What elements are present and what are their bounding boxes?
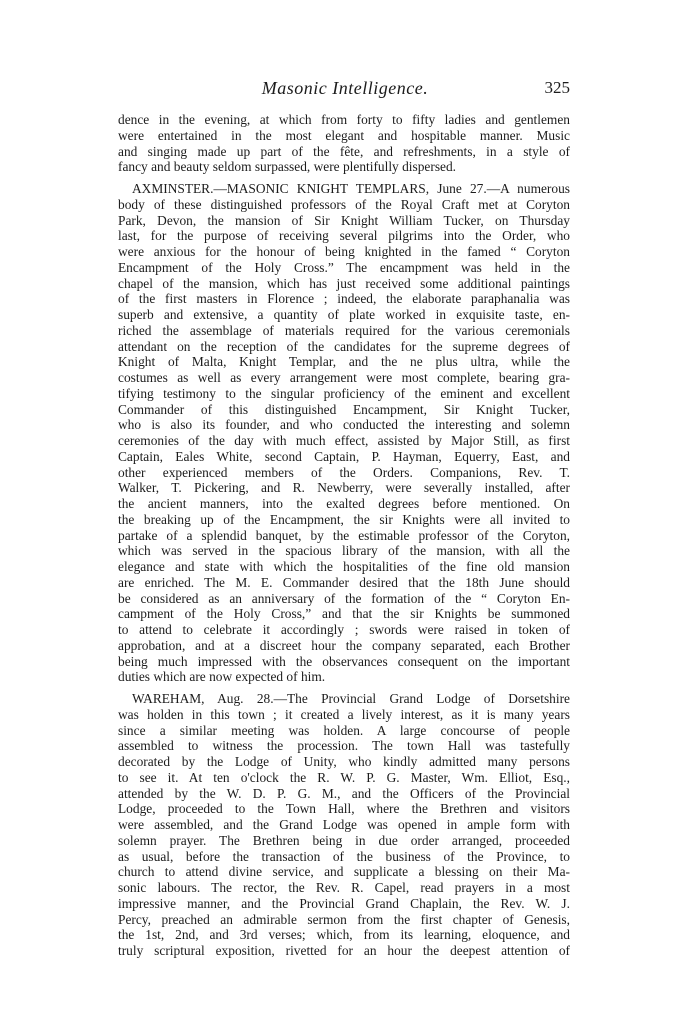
text-line: last, for the purpose of receiving several pilgrims into the Order, who [118, 228, 570, 244]
text-line: truly scriptural exposition, rivetted for an hour the deepest attention of [118, 943, 570, 958]
paragraph-axminster [118, 181, 570, 685]
text-line: Park, Devon, the mansion of Sir Knight William Tucker, on Thursday [118, 212, 570, 228]
text-line: who is also its founder, and who conducted the interesting and solemn [118, 417, 570, 433]
paragraph-wareham [118, 691, 570, 959]
text-line: AXMINSTER.—MASONIC KNIGHT TEMPLARS, June 27.—A numerous [132, 181, 570, 196]
text-line: solemn prayer. The Brethren being in due order arranged, proceeded [118, 832, 570, 848]
text-line: which was served in the spacious library of the mansion, with all the [118, 543, 570, 559]
text-line: Percy, preached an admirable sermon from the first chapter of Genesis, [118, 911, 570, 927]
text-line: Walker, T. Pickering, and R. Newberry, were severally installed, after [118, 480, 570, 496]
page-number: 325 [544, 78, 570, 97]
text-line: duties which are now expected of him. [118, 669, 326, 685]
text-line: was holden in this town ; it created a lively interest, as it is many years [118, 706, 570, 722]
paragraph-fete [118, 112, 570, 175]
text-line: were assembled, and the Grand Lodge was opened in ample form with [118, 817, 570, 832]
text-line: WAREHAM, Aug. 28.—The Provincial Grand Lodge of Dorsetshire [132, 691, 570, 706]
text-line: be considered as an anniversary of the formation of the “ Coryton En- [118, 590, 570, 606]
text-line: Knight of Malta, Knight Templar, and the ne plus ultra, while the [118, 354, 570, 370]
text-line: the ancient manners, into the exalted degrees before mentioned. On [118, 496, 570, 511]
text-line: the breaking up of the Encampment, the sir Knights were all invited to [118, 511, 570, 527]
text-line: are enriched. The M. E. Commander desired that the 18th June should [118, 574, 570, 590]
text-line: other experienced members of the Orders. Companions, Rev. T. [118, 464, 570, 480]
text-line: assembled to witness the procession. The town Hall was tastefully [118, 738, 570, 754]
text-line: of the first masters in Florence ; indeed, the elaborate paraphanalia was [118, 291, 570, 307]
text-line: to see it. At ten o'clock the R. W. P. G. Master, Wm. Elliot, Esq., [118, 769, 570, 785]
text-line: the 1st, 2nd, and 3rd verses; which, from its learning, eloquence, and [118, 927, 570, 943]
text-line: costumes as well as every arrangement were most complete, bearing gra- [118, 370, 570, 385]
text-line: sonic labours. The rector, the Rev. R. Capel, read prayers in a most [118, 880, 570, 895]
text-line: superb and extensive, a quantity of plate worked in exquisite taste, en- [118, 307, 570, 322]
text-line: fancy and beauty seldom surpassed, were plentifully dispersed. [118, 159, 457, 175]
text-line: partake of a splendid banquet, by the estimable professor of the Coryton, [118, 527, 570, 543]
text-line: approbation, and at a discreet hour the company separated, each Brother [118, 637, 570, 653]
text-line: attended by the W. D. P. G. M., and the Officers of the Provincial [118, 785, 570, 801]
text-line: elegance and state with which the hospitalities of the fine old mansion [118, 559, 570, 574]
text-line: to attend to celebrate it accordingly ; swords were raised in token of [118, 622, 570, 637]
text-line: chapel of the mansion, which has just received some additional paintings [118, 275, 570, 291]
text-line: Encampment of the Holy Cross.” The encampment was held in the [118, 259, 570, 275]
text-line: dence in the evening, at which from forty to fifty ladies and gentlemen [118, 112, 570, 127]
text-line: impressive manner, and the Provincial Grand Chaplain, the Rev. W. J. [118, 895, 570, 911]
text-line: since a similar meeting was holden. A large concourse of people [118, 722, 570, 738]
text-line: as usual, before the transaction of the business of the Province, to [118, 848, 570, 864]
text-line: were entertained in the most elegant and hospitable manner. Music [118, 127, 570, 143]
text-line: being much impressed with the observances consequent on the important [118, 653, 570, 669]
running-title: Masonic Intelligence. [261, 78, 429, 98]
text-line: Commander of this distinguished Encampment, Sir Knight Tucker, [118, 401, 570, 417]
text-line: church to attend divine service, and supplicate a blessing on their Ma- [118, 864, 570, 880]
text-line: campment of the Holy Cross,” and that the sir Knights be summoned [118, 606, 570, 622]
running-head [120, 78, 570, 102]
text-line: and singing made up part of the fête, and refreshments, in a style of [118, 143, 570, 159]
text-line: Captain, Eales White, second Captain, P. Hayman, Equerry, East, and [118, 448, 570, 464]
article-text [118, 112, 570, 959]
text-line: were anxious for the honour of being knighted in the famed “ Coryton [118, 244, 570, 259]
text-line: body of these distinguished professors of the Royal Craft met at Coryton [118, 196, 570, 212]
text-line: decorated by the Lodge of Unity, who kindly admitted many persons [118, 754, 570, 769]
text-line: ceremonies of the day with much effect, assisted by Major Still, as first [118, 433, 570, 448]
text-line: tifying testimony to the singular proficiency of the eminent and excellent [118, 385, 570, 401]
text-line: Lodge, proceeded to the Town Hall, where the Brethren and visitors [118, 801, 570, 817]
text-line: attendant on the reception of the candidates for the supreme degrees of [118, 338, 570, 354]
text-line: riched the assemblage of materials required for the various ceremonials [118, 322, 570, 338]
